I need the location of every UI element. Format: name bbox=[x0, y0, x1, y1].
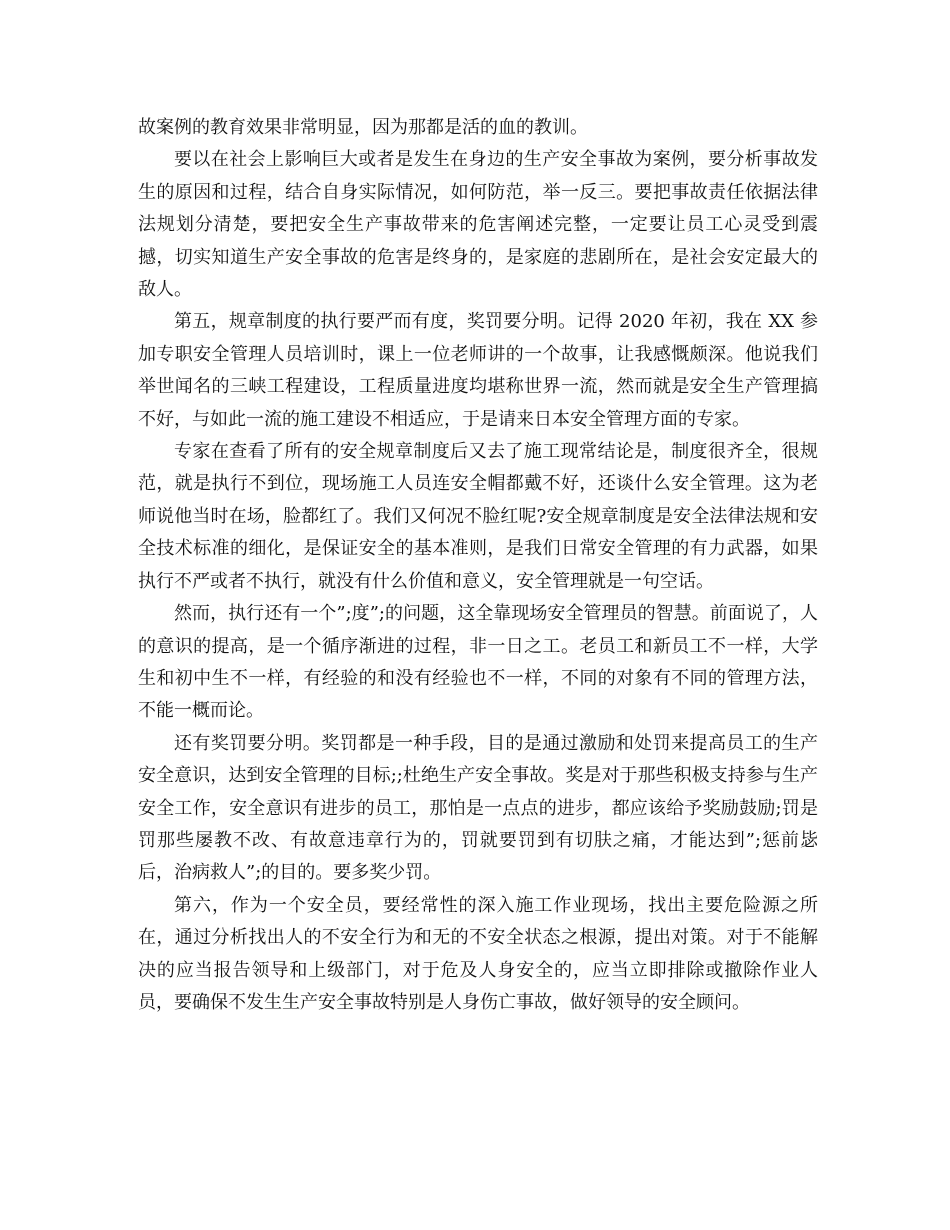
document-body bbox=[138, 112, 818, 1019]
paragraph-expert-review: 专家在查看了所有的安全规章制度后又去了施工现常结论是，制度很齐全，很规范，就是执行不到位，现场施工人员连安全帽都戴不好，还谈什么安全管理。这为老师说他当时在场，脸都红了。我们又何况不脸红呢?安全规章制度是安全法律法规和安全技术标准的细化，是保证安全的基本准则，是我们日常安全管理的有力武器，如果执行不严或者不执行，就没有什么价值和意义，安全管理就是一句空话。 bbox=[138, 441, 818, 592]
paragraph-rewards-penalties: 还有奖罚要分明。奖罚都是一种手段，目的是通过激励和处罚来提高员工的生产安全意识，达到安全管理的目标;;杜绝生产安全事故。奖是对于那些积极支持参与生产安全工作，安全意识有进步的员工，那怕是一点点的进步，都应该给予奖励鼓励;罚是罚那些屡教不改、有故意违章行为的，罚就要罚到有切肤之痛，才能达到”;惩前毖后，治病救人”;的目的。要多奖少罚。 bbox=[138, 732, 818, 884]
paragraph-case-study: 要以在社会上影响巨大或者是发生在身边的生产安全事故为案例，要分析事故发生的原因和过程，结合自身实际情况，如何防范，举一反三。要把事故责任依据法律法规划分清楚，要把安全生产事故带来的危害阐述完整，一定要让员工心灵受到震撼，切实知道生产安全事故的危害是终身的，是家庭的悲剧所在，是社会安定最大的敌人。 bbox=[138, 149, 818, 301]
paragraph-execution-degree: 然而，执行还有一个”;度”;的问题，这全靠现场安全管理员的智慧。前面说了，人的意识的提高，是一个循序渐进的过程，非一日之工。老员工和新员工不一样，大学生和初中生不一样，有经验的和没有经验也不一样，不同的对象有不同的管理方法，不能一概而论。 bbox=[138, 603, 818, 722]
paragraph-continuation: 故案例的教育效果非常明显，因为那都是活的血的教训。 bbox=[138, 117, 588, 138]
paragraph-point-six: 第六，作为一个安全员，要经常性的深入施工作业现场，找出主要危险源之所在，通过分析找出人的不安全行为和无的不安全状态之根源，提出对策。对于不能解决的应当报告领导和上级部门，对于危及人身安全的，应当立即排除或撤除作业人员，要确保不发生生产安全事故特别是人身伤亡事故，做好领导的安全顾问。 bbox=[138, 894, 818, 1013]
paragraph-point-five: 第五，规章制度的执行要严而有度，奖罚要分明。记得 2020 年初，我在 XX 参加专职安全管理人员培训时，课上一位老师讲的一个故事，让我感慨颇深。他说我们举世闻名的三峡工程建设，工程质量进度均堪称世界一流，然而就是安全生产管理搞不好，与如此一流的施工建设不相适应，于是请来日本安全管理方面的专家。 bbox=[138, 311, 818, 430]
